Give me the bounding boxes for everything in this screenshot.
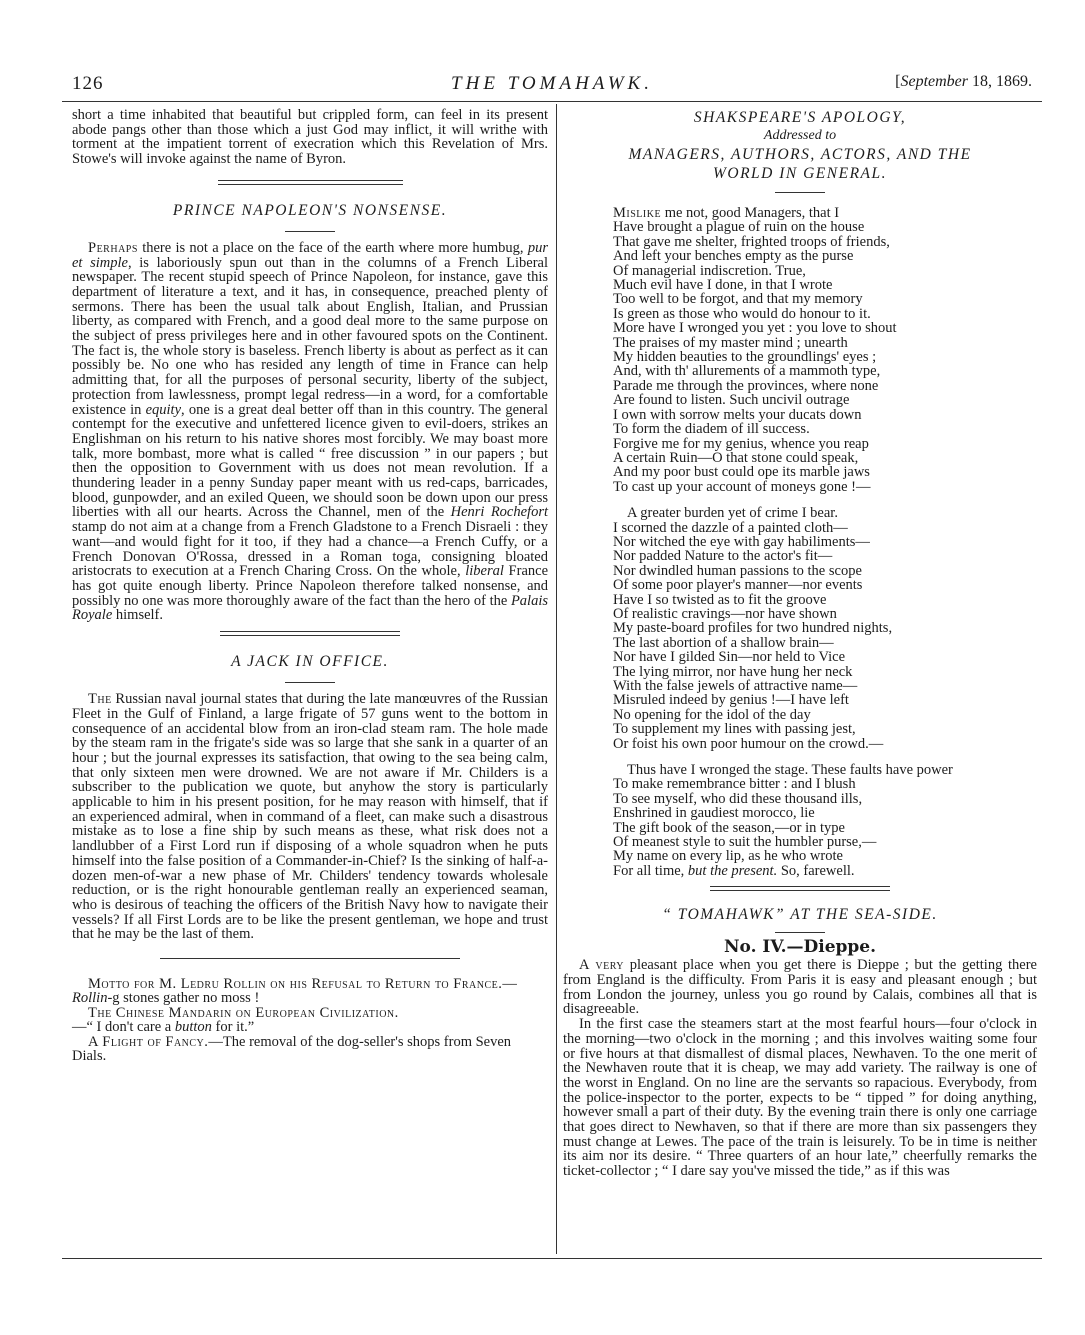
motto-ledru-rollin: Motto for M. Ledru Rollin on his Refusal to Return to France.—Rollin-g stones gather no moss ! [72,976,517,1007]
heading-rule [285,682,335,683]
poem-line: Is green as those who would do honour to it. [613,305,871,322]
poem-line: Of meanest style to suit the humbler purse,— [613,834,877,851]
left-column [72,108,548,1063]
column-divider [556,104,557,1254]
poem-line: Enshrined in gaudiest morocco, lie [613,805,815,822]
section-rule [160,958,460,959]
poem-line: For all time, but the present. So, farewell. [613,862,855,879]
poem-line: Are found to listen. Such uncivil outrage [613,392,850,409]
poem-line: That gave me shelter, frighted troops of friends, [613,233,890,250]
heading-rule [285,231,335,232]
poem-line: Nor padded Nature to the actor's fit— [613,548,833,565]
poem-line: Or foist his own poor humour on the crowd.— [613,735,884,752]
section-double-rule [710,886,890,891]
poem-line: Have brought a plague of ruin on the house [613,219,865,236]
poem-line: The gift book of the season,—or in type [613,819,845,836]
poem-line: The last abortion of a shallow brain— [613,634,834,651]
poem-line: Thus have I wronged the stage. These faults have power [627,762,953,779]
poem-line: And left your benches empty as the purse [613,248,854,265]
napoleon-article: Perhaps there is not a place on the face of the earth where more humbug, pur et simple, is laboriously spun out than in the columns of a French Liberal newspaper. The recent stupid speech of Prince Napoleon, for instance, gave this department of literature a text, and it has, in consequence, preached plenty of sermons. There has been the usual talk about English, Italian, and Prussian liberty, as compared with French, and a good deal more to the same purpose on the subject of press privileges here and in other favoured spots on the Continent. The fact is, the whole story is baseless. French liberty is about as perfect as it can possibly be. No one who has resided any length of time in France can help admitting that, for all the purposes of personal security, liberty of the subject, protection from lawlessness, prompt legal redress—in a word, for a comfortable existence in equity, one is a great deal better off than in this country. The general contempt for the executive and unfettered licence given to evil-doers, strikes an Englishman on his return to his native shores most forcibly. We may boast more talk, more bombast, more what is called “ free discussion ” in our papers ; but then the opposition to Government with us does not mean revolution. If a thundering leader in a penny Sunday paper meant with us red-caps, barricades, blood, gunpowder, and an exiled Queen, we should soon be down upon our press liberties with all our hearts. Across the Channel, men of the Henri Rochefort stamp do not aim at a change from a French Gladstone to a French Disraeli : they want—and would fight for it too, if they had a chance—a French Cuffy, or a French Donovan O'Rossa, dressed in a Roman toga, consigning bloated aristocrats to execution at a French Charing Cross. On the whole, liberal France has got quite enough liberty. Prince Napoleon therefore talked nonsense, and possibly no one was more thoroughly aware of the fact than the hero of the Palais Royale himself. [72,239,549,624]
poem-line: My name on every lip, as he who wrote [613,848,843,865]
apology-subheading-1: MANAGERS, AUTHORS, ACTORS, AND THE [628,146,972,163]
poem-line: To make remembrance bitter : and I blush [613,776,856,793]
apology-addressed: Addressed to [763,128,837,143]
poem-line: The lying mirror, nor have hung her neck [613,663,853,680]
jack-article: The Russian naval journal states that during the late manœuvres of the Russian Fleet in the Gulf of Finland, a large frigate of 57 guns went to the bottom in consequence of an accidental blow from an iron-clad steam ram. The hole made by the steam ram in the frigate's side was so large that she sank in a quarter of an hour ; but the journal expresses its satisfaction, that owing to the sea being calm, that only sixteen men were drowned. We are not aware if Mr. Childers is a subscriber to the publication we quote, but anyhow the story is particularly applicable to him in his present position, for he may reason with himself, that if an experienced admiral, when in command of a fleet, can make such a disastrous mistake as to lose a fine ship by such means as these, what risk does not a landlubber of a First Lord run if disposing of a whole squadron when he puts himself into the false position of a Commander-in-Chief? Is the sinking of half-a-dozen men-of-war a new phase of Mr. Childers' tendency towards wholesale reduction, or is the right honourable gentleman really an experienced seaman, who is desirous of teaching the officers of the British Navy how to navigate their vessels? If all First Lords are to be like the present gentleman, we hope and trust that he may be the last of them. [72,691,548,943]
poem-line: My paste-board profiles for two hundred nights, [613,620,893,637]
page-number: 126 [72,73,104,94]
seaside-article-p2: In the first case the steamers start at the most fearful hours—four o'clock in the morning—two o'clock in the morning ; and this involves waiting some four or five hours at that dismallest of dismal places, Newhaven. To the one merit of the Newhaven route that it is cheap, we may add variety. The railway is one of the worst in England. On no line are the servants so rapacious. Everybody, from the police-inspector to the porter, expects to be “ tipped ” for doing anything, however small a part of their duty. By the evening train there is only one carriage that goes direct to Newhaven, so that if there are more than six passengers they must change at Lewes. The pace of the train is leisurely. To be in time is neither its aim nor its desire. “ Three quarters of an hour late,” cheerfully remarks the ticket-collector ; “ I dare say you've missed the tide,” as if this was [563,1016,1037,1180]
poem-line: I own with sorrow melts your ducats down [613,406,862,423]
motto-chinese-mandarin: The Chinese Mandarin on European Civilization. [88,1004,399,1021]
poem-line: To see myself, who did these thousand ills, [613,790,863,807]
poem-line: Too well to be forgot, and that my memory [613,291,863,308]
poem-line: And, with th' allurements of a mammoth type, [613,363,881,380]
continued-article-text: short a time inhabited that beautiful but crippled form, can feel in its present abode pangs other than those which a just God may inflict, it will writhe with torment at the impatient torrent of execration which this Revelation of Mrs. Stowe's will invoke against the name of Byron. [72,107,548,168]
poem-line: Nor have I gilded Sin—nor held to Vice [613,649,846,666]
poem-line: Parade me through the provinces, where none [613,377,879,394]
poem-line: Nor dwindled human passions to the scope [613,562,862,579]
apology-subheading-2: WORLD IN GENERAL. [712,165,888,182]
issue-date: [September 18, 1869. [895,73,1032,90]
poem-line: No opening for the idol of the day [613,706,811,723]
heading-rule [775,192,825,193]
masthead-title: THE TOMAHAWK. [451,73,653,94]
poem-line: My hidden beauties to the groundlings' eyes ; [613,349,877,366]
poem-line: Much evil have I done, in that I wrote [613,277,833,294]
section-double-rule [220,631,400,636]
poem-line: To form the diadem of ill success. [613,421,810,438]
right-column [563,108,1037,1179]
poem-line: Mislike me not, good Managers, that I [613,205,840,221]
header-rule [62,101,1042,102]
poem-line: Forgive me for my genius, whence you reap [613,435,869,452]
poem-line: The praises of my master mind ; unearth [613,334,848,351]
page-header [72,73,1032,99]
poem-line: Of realistic cravings—nor have shown [613,605,837,622]
poem-line: To supplement my lines with passing jest, [613,721,856,738]
poem-line: Misruled indeed by genius !—I have left [613,692,849,709]
poem-stanza-2 [613,506,1037,751]
seaside-heading: “ TOMAHAWK” AT THE SEA-SIDE. [662,906,938,924]
poem-line: More have I wronged you yet : you love to shout [613,320,897,337]
motto-chinese-mandarin-quote: —“ I don't care a button for it.” [72,1019,255,1036]
heading-rule [775,932,825,933]
poem-line: And my poor bust could ope its marble jaws [613,464,870,481]
poem-line: A greater burden yet of crime I bear. [627,505,838,522]
jack-heading: A JACK IN OFFICE. [231,653,389,671]
seaside-article-p1: A very pleasant place when you get there is Dieppe ; but the getting there from England is the difficulty. From Paris it is easy and pleasant enough ; but from London the journey, unless you go round by Calais, combines all that is disagreeable. [563,957,1037,1018]
apology-heading: SHAKSPEARE'S APOLOGY, [693,109,907,126]
poem-line: To cast up your account of moneys gone !— [613,478,871,495]
poem-line: Of managerial indiscretion. True, [613,262,806,279]
poem-line: Of some poor player's manner—nor events [613,577,863,594]
poem-line: With the false jewels of attractive name— [613,678,858,694]
poem-line: I scorned the dazzle of a painted cloth— [613,519,848,536]
poem-line: A certain Ruin—O that stone could speak, [613,449,859,466]
poem-line: Have I so twisted as to fit the groove [613,591,827,608]
napoleon-heading: PRINCE NAPOLEON'S NONSENSE. [172,201,448,219]
footer-rule [62,1258,1042,1259]
section-double-rule [218,180,403,185]
poem-stanza-3 [613,763,1037,878]
seaside-subheading: No. IV.—Dieppe. [723,937,877,958]
poem-line: Nor witched the eye with gay habiliments— [613,533,870,550]
poem-stanza-1 [613,206,1037,494]
motto-flight-of-fancy: A Flight of Fancy.—The removal of the dog-seller's shops from Seven Dials. [72,1033,512,1065]
